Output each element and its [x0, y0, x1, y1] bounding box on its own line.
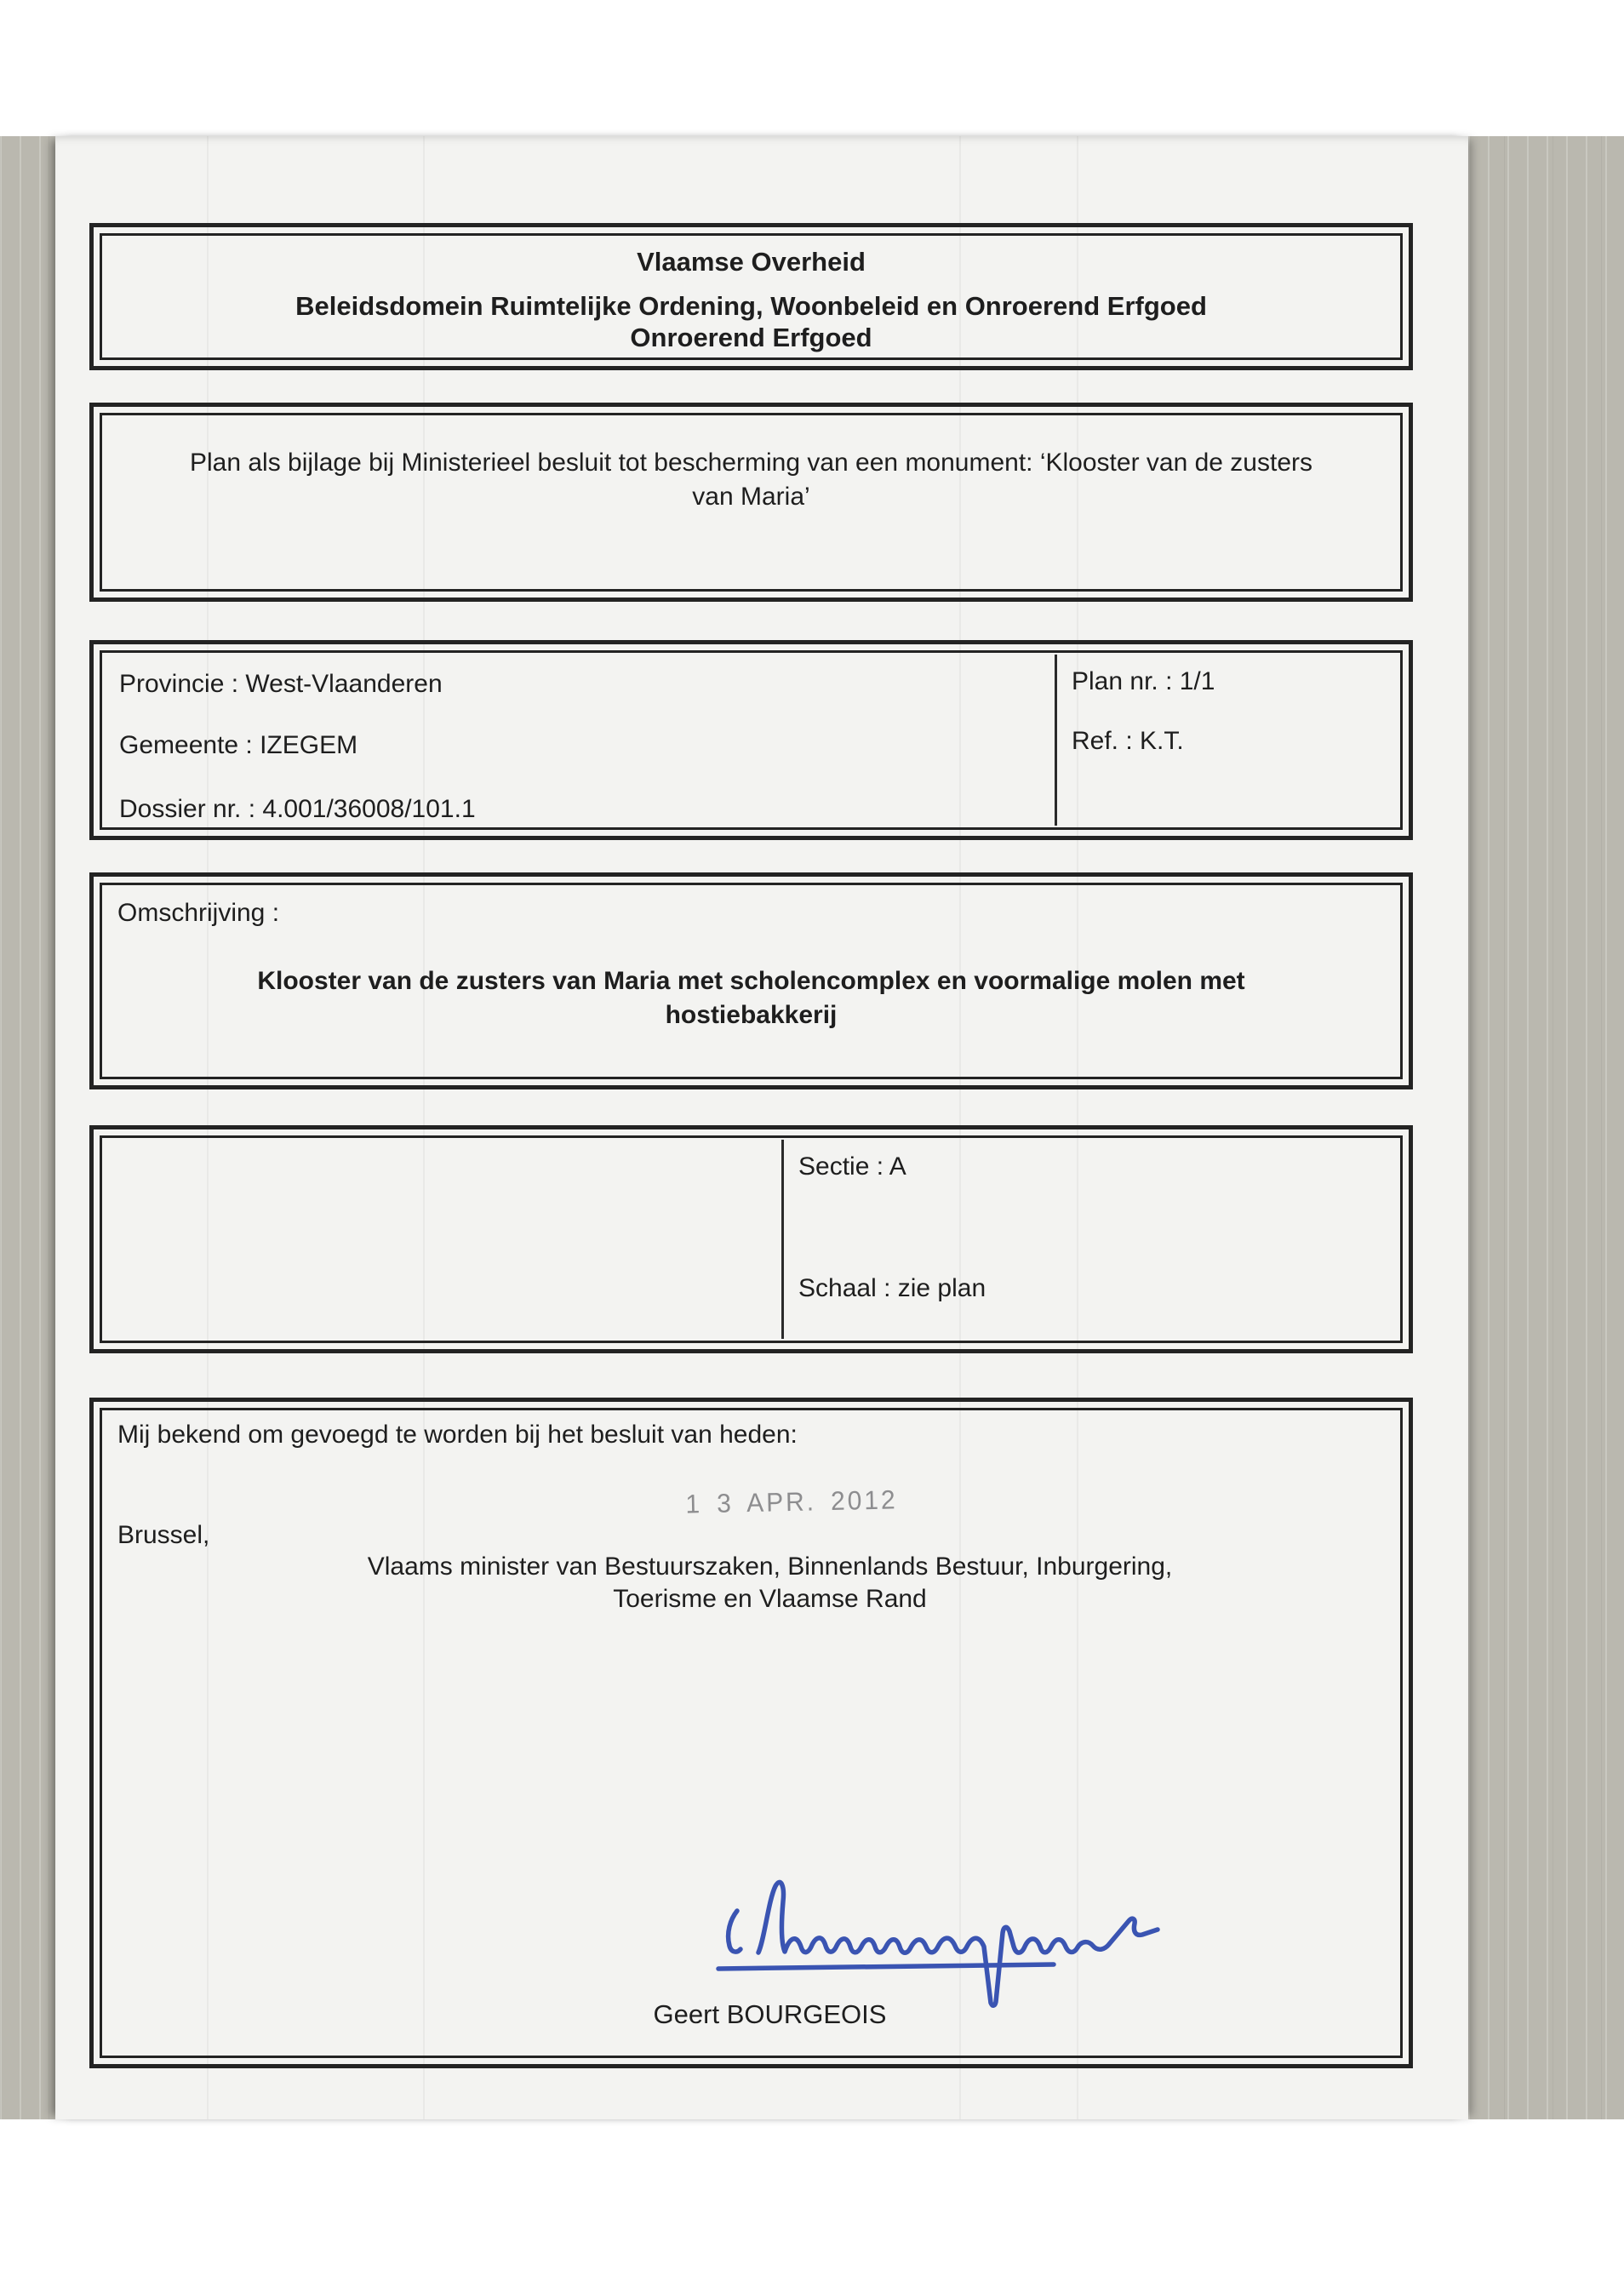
- besluit-box: [89, 1398, 1413, 2068]
- dossier-info-divider: [1055, 655, 1057, 826]
- schaal-field: Schaal : zie plan: [798, 1274, 986, 1302]
- omschrijving-line-2: hostiebakkerij: [665, 1001, 838, 1029]
- ref-field: Ref. : K.T.: [1072, 727, 1184, 755]
- kadaster-box-inner-rule: [100, 1135, 1403, 1343]
- kadaster-divider: [781, 1140, 784, 1339]
- signature-svg: [655, 1861, 1193, 2016]
- header-line-1: Vlaamse Overheid: [637, 247, 866, 277]
- header-line-3: Onroerend Erfgoed: [630, 323, 872, 352]
- header-line-2: Beleidsdomein Ruimtelijke Ordening, Woonbeleid en Onroerend Erfgoed: [295, 291, 1207, 321]
- signatory-name: Geert BOURGEOIS: [653, 1999, 887, 2029]
- date-stamp: 1 3 APR. 2012: [685, 1484, 898, 1519]
- scanner-background: [0, 136, 1624, 2119]
- gemeente-field: Gemeente : IZEGEM: [119, 731, 358, 759]
- plan-annex-line-2: van Maria’: [692, 483, 810, 511]
- minister-title-line-2: Toerisme en Vlaamse Rand: [613, 1585, 927, 1613]
- signature: [655, 1861, 1193, 2016]
- minister-title-line-1: Vlaams minister van Bestuurszaken, Binnenlands Bestuur, Inburgering,: [367, 1552, 1173, 1581]
- kadaster-box: [89, 1125, 1413, 1353]
- dossier-nr-field: Dossier nr. : 4.001/36008/101.1: [119, 795, 476, 823]
- dossier-info-box: [89, 640, 1413, 840]
- plan-nr-field: Plan nr. : 1/1: [1072, 667, 1215, 695]
- omschrijving-label: Omschrijving :: [117, 899, 280, 927]
- plan-annex-box: [89, 403, 1413, 602]
- minister-title: [112, 1551, 1427, 1615]
- omschrijving-box: [89, 872, 1413, 1089]
- besluit-intro: Mij bekend om gevoegd te worden bij het besluit van heden:: [117, 1421, 798, 1449]
- scanned-paper-sheet: [55, 136, 1468, 2119]
- provincie-field: Provincie : West-Vlaanderen: [119, 670, 443, 698]
- sectie-field: Sectie : A: [798, 1152, 906, 1181]
- omschrijving-line-1: Klooster van de zusters van Maria met scholencomplex en voormalige molen met: [257, 967, 1245, 995]
- place-label: Brussel,: [117, 1521, 210, 1549]
- header-box: [89, 223, 1413, 370]
- plan-annex-line-1: Plan als bijlage bij Ministerieel besluit tot bescherming van een monument: ‘Klooster van de zusters: [189, 449, 1313, 477]
